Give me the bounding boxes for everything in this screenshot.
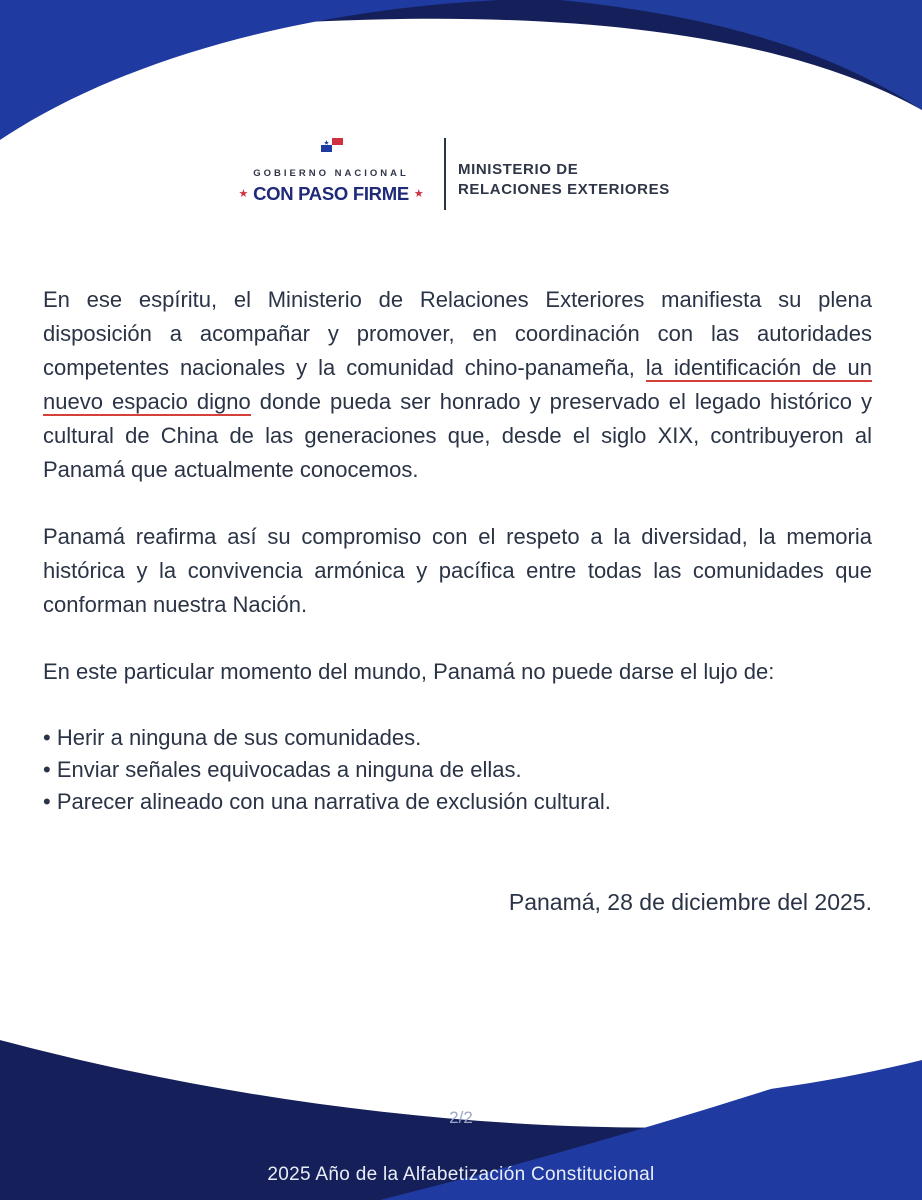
paragraph-2: Panamá reafirma así su compromiso con el respeto a la diversidad, la memoria histórica y la convivencia armónica y pacífica entre todas las comunidades que conforman nuestra Nación. (43, 524, 872, 617)
highlighted-phrase: la identificación de un nuevo espacio digno (43, 355, 872, 414)
list-item: • Enviar señales equivocadas a ninguna de ellas. (43, 754, 872, 786)
ministry-line2: RELACIONES EXTERIORES (458, 181, 670, 198)
gov-line1: GOBIERNO NACIONAL (253, 168, 409, 179)
header-logo (0, 130, 922, 220)
footer-motto: 2025 Año de la Alfabetización Constitucional (267, 1164, 655, 1185)
ministry-line1: MINISTERIO DE (458, 161, 579, 178)
gov-line2-text: CON PASO FIRME (253, 183, 409, 204)
paragraph-3: En este particular momento del mundo, Panamá no puede darse el lujo de: (43, 659, 775, 684)
paragraph-1-start: En ese espíritu, el Ministerio de Relaciones Exteriores manifiesta su plena disposición a acompañar y promover, en coordinación con las autoridades competentes nacionales y la comunidad chino-panameña, (43, 287, 872, 380)
panama-flag-icon (321, 138, 343, 152)
page-number: 2/2 (449, 1108, 473, 1127)
star-icon: ★ (238, 188, 249, 200)
gov-line2 (226, 183, 436, 205)
star-icon: ★ (413, 188, 424, 200)
list-item: • Parecer alineado con una narrativa de exclusión cultural. (43, 786, 872, 818)
logo-divider (444, 138, 446, 210)
paragraph-1-end: donde pueda ser honrado y preservado el legado histórico y cultural de China de las generaciones que, desde el siglo XIX, contribuyeron al Panamá que actualmente conocemos. (43, 389, 873, 482)
bullet-list (43, 722, 872, 818)
statement-body (43, 283, 872, 818)
statement-date: Panamá, 28 de diciembre del 2025. (508, 889, 872, 915)
ministry-name (458, 160, 670, 200)
paragraph-1 (43, 283, 872, 487)
list-item: • Herir a ninguna de sus comunidades. (43, 722, 872, 754)
